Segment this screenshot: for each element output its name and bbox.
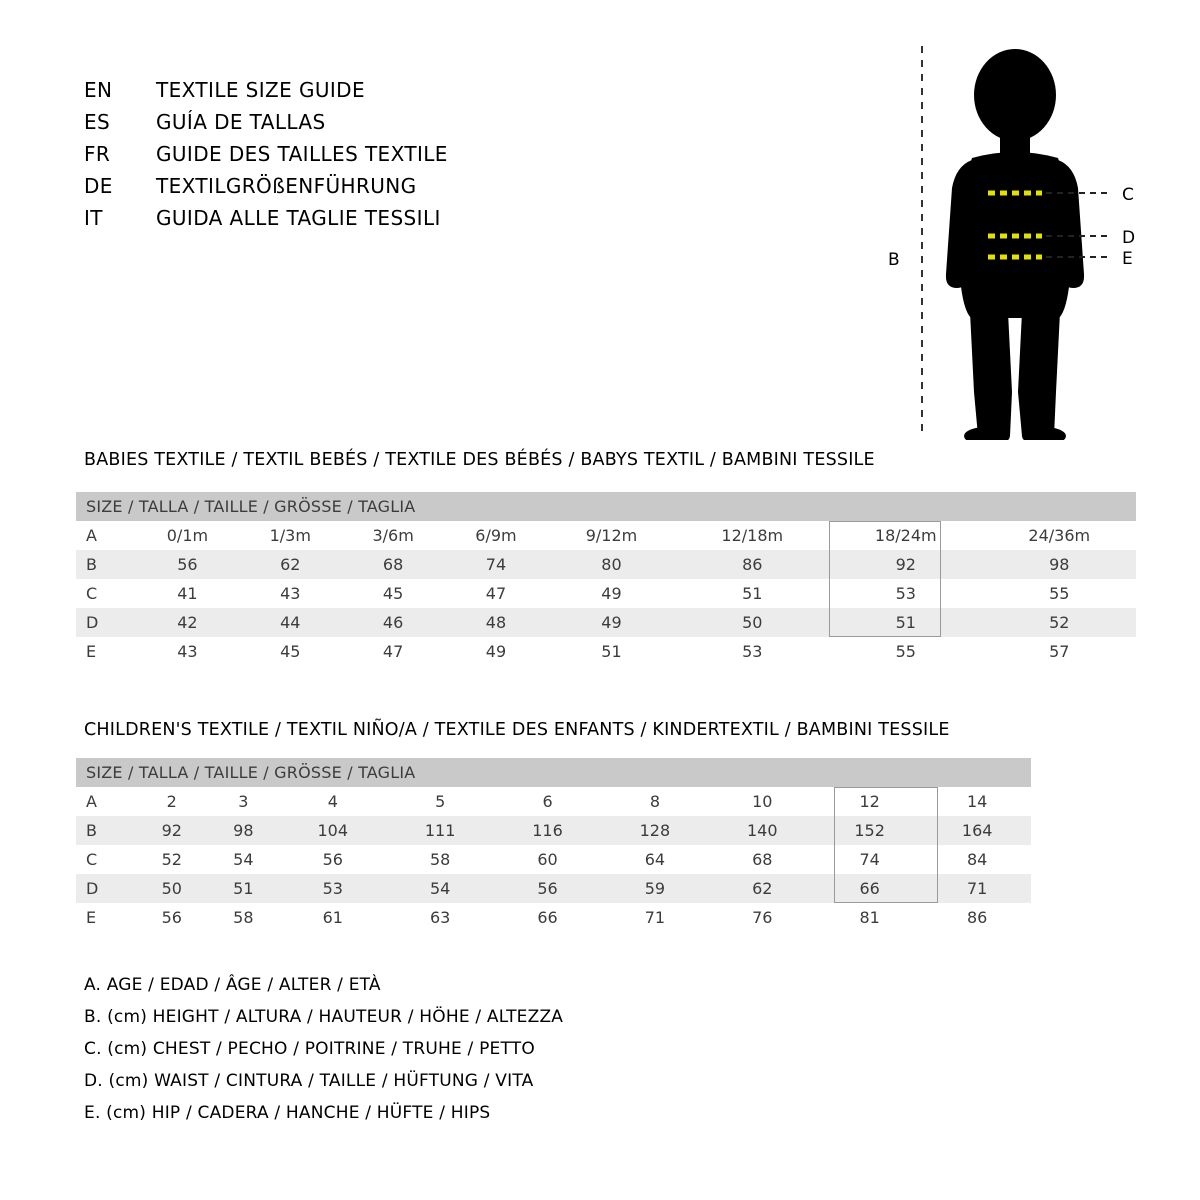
figure-hip-label: E <box>1122 249 1133 269</box>
cell: 42 <box>136 608 239 637</box>
cell: 56 <box>136 903 208 932</box>
cell: 51 <box>829 608 982 637</box>
table-row <box>76 550 1136 579</box>
cell: 59 <box>601 874 708 903</box>
legend-item-b: B. (cm) HEIGHT / ALTURA / HAUTEUR / HÖHE / ALTEZZA <box>84 1007 564 1027</box>
row-label-d: D <box>76 608 136 637</box>
cell: 6 <box>494 787 601 816</box>
cell: 49 <box>547 608 675 637</box>
cell: 45 <box>239 637 342 666</box>
cell: 44 <box>239 608 342 637</box>
cell: 5 <box>386 787 493 816</box>
cell: 53 <box>676 637 829 666</box>
cell: 51 <box>676 579 829 608</box>
language-title-block <box>84 78 684 238</box>
language-row-en <box>84 78 684 110</box>
children-table-header: SIZE / TALLA / TAILLE / GRÖSSE / TAGLIA <box>76 758 1031 787</box>
cell: 50 <box>676 608 829 637</box>
cell: 53 <box>279 874 386 903</box>
cell: 81 <box>816 903 923 932</box>
language-row-it <box>84 206 684 238</box>
cell: 68 <box>709 845 816 874</box>
language-row-fr <box>84 142 684 174</box>
legend-item-a: A. AGE / EDAD / ÂGE / ALTER / ETÀ <box>84 975 381 995</box>
measurement-legend <box>84 975 563 1135</box>
cell: 71 <box>923 874 1031 903</box>
figure-waist-label: D <box>1122 228 1136 248</box>
table-row <box>76 579 1136 608</box>
cell: 8 <box>601 787 708 816</box>
language-text-es: GUÍA DE TALLAS <box>156 110 326 134</box>
cell: 51 <box>547 637 675 666</box>
cell: 3 <box>208 787 280 816</box>
cell: 56 <box>494 874 601 903</box>
cell: 92 <box>829 550 982 579</box>
language-text-fr: GUIDE DES TAILLES TEXTILE <box>156 142 448 166</box>
row-label-a: A <box>76 787 136 816</box>
cell: 74 <box>816 845 923 874</box>
cell: 64 <box>601 845 708 874</box>
cell: 98 <box>982 550 1136 579</box>
row-label-c: C <box>76 845 136 874</box>
cell: 18/24m <box>829 521 982 550</box>
cell: 12/18m <box>676 521 829 550</box>
cell: 3/6m <box>342 521 445 550</box>
cell: 98 <box>208 816 280 845</box>
body-figure <box>860 40 1160 440</box>
cell: 49 <box>445 637 548 666</box>
table-row <box>76 845 1031 874</box>
cell: 71 <box>601 903 708 932</box>
cell: 80 <box>547 550 675 579</box>
cell: 86 <box>676 550 829 579</box>
cell: 43 <box>136 637 239 666</box>
cell: 6/9m <box>445 521 548 550</box>
table-row <box>76 637 1136 666</box>
cell: 61 <box>279 903 386 932</box>
cell: 24/36m <box>982 521 1136 550</box>
language-code-es: ES <box>84 110 111 134</box>
language-code-de: DE <box>84 174 113 198</box>
language-text-en: TEXTILE SIZE GUIDE <box>156 78 366 102</box>
cell: 52 <box>982 608 1136 637</box>
cell: 49 <box>547 579 675 608</box>
cell: 4 <box>279 787 386 816</box>
table-row <box>76 816 1031 845</box>
babies-size-table <box>76 492 1136 666</box>
row-label-b: B <box>76 550 136 579</box>
cell: 1/3m <box>239 521 342 550</box>
legend-item-e: E. (cm) HIP / CADERA / HANCHE / HÜFTE / HIPS <box>84 1103 491 1123</box>
language-text-de: TEXTILGRÖßENFÜHRUNG <box>156 174 417 198</box>
cell: 63 <box>386 903 493 932</box>
cell: 66 <box>816 874 923 903</box>
cell: 111 <box>386 816 493 845</box>
children-size-table <box>76 758 1031 932</box>
cell: 55 <box>829 637 982 666</box>
row-label-a: A <box>76 521 136 550</box>
children-section-title: CHILDREN'S TEXTILE / TEXTIL NIÑO/A / TEXTILE DES ENFANTS / KINDERTEXTIL / BAMBINI TESSILE <box>84 720 950 740</box>
cell: 60 <box>494 845 601 874</box>
cell: 9/12m <box>547 521 675 550</box>
cell: 152 <box>816 816 923 845</box>
cell: 2 <box>136 787 208 816</box>
row-label-c: C <box>76 579 136 608</box>
cell: 62 <box>709 874 816 903</box>
table-row <box>76 608 1136 637</box>
babies-table-header: SIZE / TALLA / TAILLE / GRÖSSE / TAGLIA <box>76 492 1136 521</box>
cell: 56 <box>279 845 386 874</box>
cell: 47 <box>445 579 548 608</box>
language-row-de <box>84 174 684 206</box>
table-row <box>76 874 1031 903</box>
language-code-fr: FR <box>84 142 111 166</box>
cell: 53 <box>829 579 982 608</box>
language-text-it: GUIDA ALLE TAGLIE TESSILI <box>156 206 441 230</box>
row-label-e: E <box>76 637 136 666</box>
cell: 57 <box>982 637 1136 666</box>
cell: 45 <box>342 579 445 608</box>
row-label-e: E <box>76 903 136 932</box>
cell: 58 <box>208 903 280 932</box>
cell: 74 <box>445 550 548 579</box>
cell: 10 <box>709 787 816 816</box>
cell: 116 <box>494 816 601 845</box>
language-code-en: EN <box>84 78 113 102</box>
cell: 66 <box>494 903 601 932</box>
cell: 86 <box>923 903 1031 932</box>
row-label-d: D <box>76 874 136 903</box>
cell: 46 <box>342 608 445 637</box>
language-row-es <box>84 110 684 142</box>
table-row <box>76 903 1031 932</box>
cell: 50 <box>136 874 208 903</box>
cell: 68 <box>342 550 445 579</box>
babies-section-title: BABIES TEXTILE / TEXTIL BEBÉS / TEXTILE DES BÉBÉS / BABYS TEXTIL / BAMBINI TESSILE <box>84 450 875 470</box>
cell: 84 <box>923 845 1031 874</box>
legend-item-d: D. (cm) WAIST / CINTURA / TAILLE / HÜFTUNG / VITA <box>84 1071 534 1091</box>
cell: 92 <box>136 816 208 845</box>
cell: 51 <box>208 874 280 903</box>
cell: 47 <box>342 637 445 666</box>
cell: 54 <box>208 845 280 874</box>
babies-table-header-row <box>76 492 1136 521</box>
cell: 164 <box>923 816 1031 845</box>
table-row <box>76 787 1031 816</box>
figure-height-label: B <box>888 250 900 270</box>
children-table-header-row <box>76 758 1031 787</box>
cell: 54 <box>386 874 493 903</box>
cell: 76 <box>709 903 816 932</box>
cell: 104 <box>279 816 386 845</box>
cell: 52 <box>136 845 208 874</box>
cell: 58 <box>386 845 493 874</box>
language-code-it: IT <box>84 206 103 230</box>
figure-chest-label: C <box>1122 185 1134 205</box>
cell: 55 <box>982 579 1136 608</box>
cell: 41 <box>136 579 239 608</box>
cell: 48 <box>445 608 548 637</box>
legend-item-c: C. (cm) CHEST / PECHO / POITRINE / TRUHE / PETTO <box>84 1039 535 1059</box>
cell: 140 <box>709 816 816 845</box>
cell: 128 <box>601 816 708 845</box>
table-row <box>76 521 1136 550</box>
cell: 0/1m <box>136 521 239 550</box>
cell: 12 <box>816 787 923 816</box>
row-label-b: B <box>76 816 136 845</box>
cell: 43 <box>239 579 342 608</box>
cell: 62 <box>239 550 342 579</box>
cell: 14 <box>923 787 1031 816</box>
cell: 56 <box>136 550 239 579</box>
